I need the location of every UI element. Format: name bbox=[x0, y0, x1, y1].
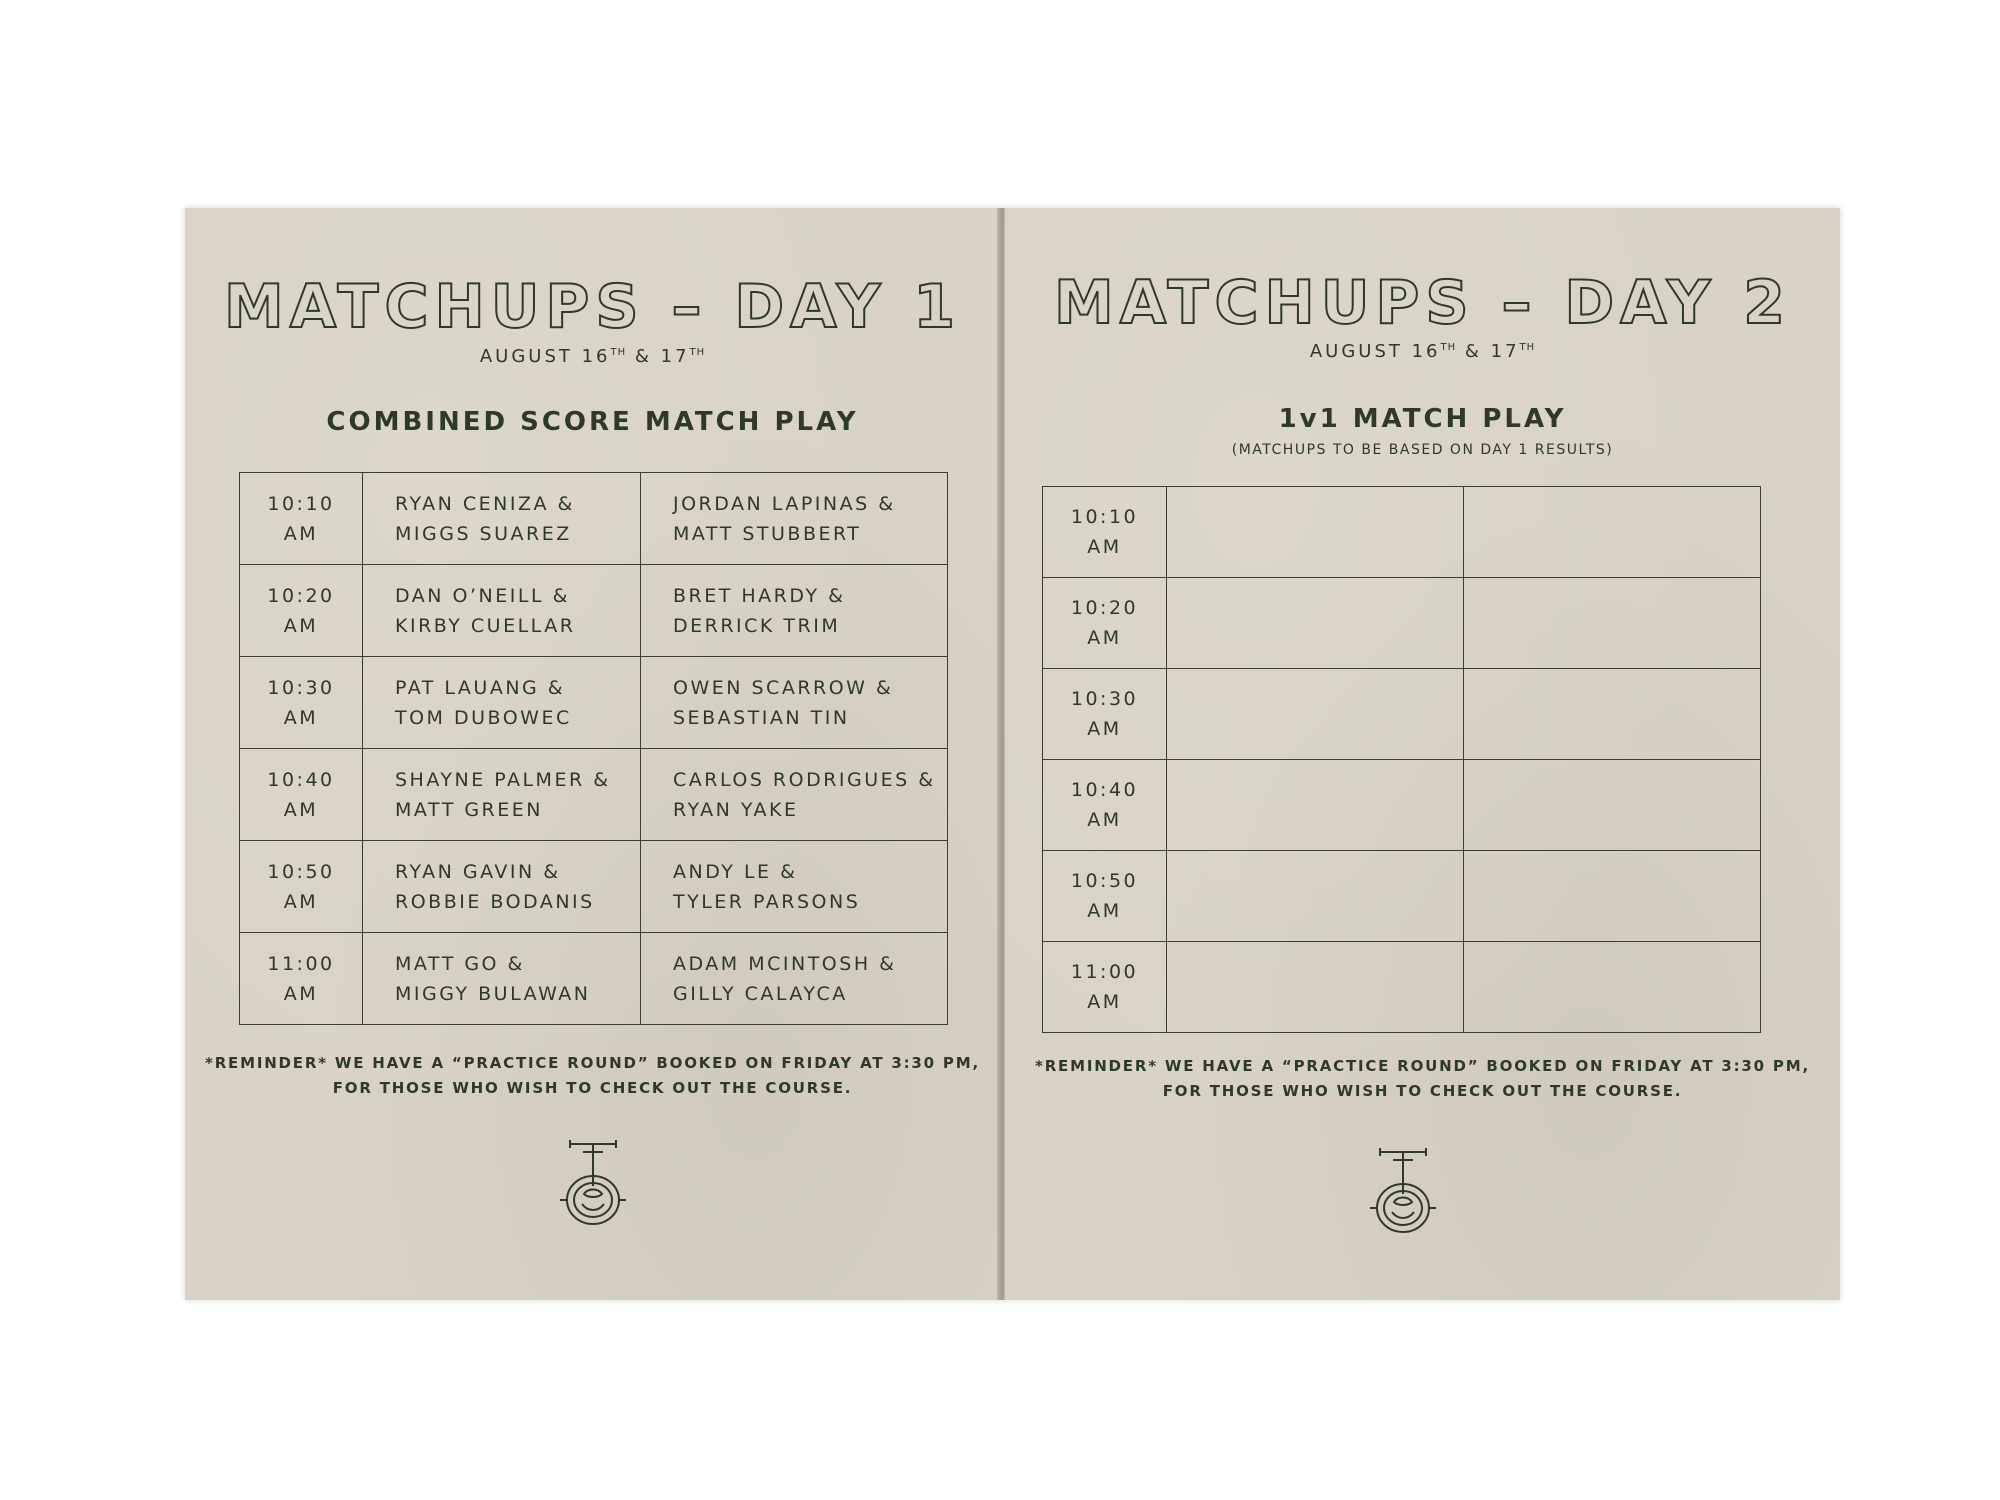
cell-line: 10:10 bbox=[1070, 506, 1139, 528]
cell-line: 10:50 bbox=[267, 860, 335, 883]
team-a bbox=[363, 933, 641, 1025]
tee-time bbox=[1043, 669, 1167, 760]
tee-time bbox=[240, 473, 363, 565]
cell-line: 10:10 bbox=[267, 492, 335, 515]
cell-line: 10:20 bbox=[1070, 597, 1139, 619]
date-part: & 17 bbox=[1456, 341, 1520, 362]
empty-slot bbox=[1167, 851, 1464, 942]
left-page bbox=[185, 208, 1000, 1300]
cell-line: 10:30 bbox=[1070, 688, 1139, 710]
team-a bbox=[363, 841, 641, 933]
team-a bbox=[363, 749, 641, 841]
table-row bbox=[1043, 578, 1761, 669]
empty-slot bbox=[1167, 487, 1464, 578]
tee-time bbox=[240, 749, 363, 841]
cell-line: JORDAN LAPINAS & bbox=[673, 492, 896, 515]
cell-line: 11:00 bbox=[267, 952, 335, 975]
empty-slot bbox=[1464, 942, 1761, 1033]
team-b bbox=[641, 933, 948, 1025]
cell-line: AM bbox=[283, 890, 319, 913]
tee-time bbox=[240, 933, 363, 1025]
cell-line: MIGGS SUAREZ bbox=[395, 522, 572, 545]
empty-slot bbox=[1464, 487, 1761, 578]
tee-time bbox=[240, 657, 363, 749]
cell-line: TYLER PARSONS bbox=[673, 890, 861, 913]
table-row bbox=[240, 933, 948, 1025]
cell-line: AM bbox=[1087, 991, 1122, 1013]
cell-line: AM bbox=[1087, 536, 1122, 558]
team-b bbox=[641, 565, 948, 657]
table-row bbox=[240, 841, 948, 933]
cell-line: AM bbox=[283, 614, 319, 637]
team-b bbox=[641, 841, 948, 933]
team-b bbox=[641, 657, 948, 749]
tee-time bbox=[1043, 851, 1167, 942]
cell-line: OWEN SCARROW & bbox=[673, 676, 894, 699]
page-title: MATCHUPS – DAY 1 bbox=[224, 272, 961, 342]
tee-time bbox=[1043, 942, 1167, 1033]
cell-line: AM bbox=[1087, 718, 1122, 740]
empty-slot bbox=[1167, 578, 1464, 669]
team-b bbox=[641, 749, 948, 841]
team-a bbox=[363, 657, 641, 749]
right-page bbox=[1005, 208, 1840, 1300]
cell-line: AM bbox=[283, 982, 319, 1005]
monogram-crest-icon bbox=[1368, 1146, 1438, 1238]
reminder-note bbox=[1005, 1054, 1840, 1104]
team-b bbox=[641, 473, 948, 565]
empty-slot bbox=[1464, 851, 1761, 942]
cell-line: ANDY LE & bbox=[673, 860, 798, 883]
empty-slot bbox=[1464, 760, 1761, 851]
empty-slot bbox=[1464, 669, 1761, 760]
table-row bbox=[1043, 942, 1761, 1033]
cell-line: SHAYNE PALMER & bbox=[395, 768, 611, 791]
table-row bbox=[240, 657, 948, 749]
date-part: AUGUST 16 bbox=[479, 346, 611, 367]
cell-line: MATT STUBBERT bbox=[673, 522, 862, 545]
cell-line: AM bbox=[283, 706, 319, 729]
team-a bbox=[363, 473, 641, 565]
reminder-note bbox=[185, 1051, 1000, 1101]
tee-time bbox=[240, 841, 363, 933]
cell-line: TOM DUBOWEC bbox=[395, 706, 572, 729]
reminder-line: FOR THOSE WHO WISH TO CHECK OUT THE COURSE. bbox=[332, 1079, 853, 1097]
matchups-table bbox=[1042, 486, 1761, 1033]
section-heading: 1v1 MATCH PLAY bbox=[1278, 404, 1567, 434]
cell-line: DERRICK TRIM bbox=[673, 614, 841, 637]
cell-line: ADAM MCINTOSH & bbox=[673, 952, 897, 975]
table-row bbox=[240, 565, 948, 657]
cell-line: MATT GO & bbox=[395, 952, 525, 975]
reminder-line: *REMINDER* WE HAVE A “PRACTICE ROUND” BOOKED ON FRIDAY AT 3:30 PM, bbox=[205, 1054, 980, 1072]
table-row bbox=[240, 473, 948, 565]
cell-line: KIRBY CUELLAR bbox=[395, 614, 576, 637]
tee-time bbox=[240, 565, 363, 657]
cell-line: 10:40 bbox=[267, 768, 335, 791]
cell-line: 10:50 bbox=[1070, 870, 1139, 892]
empty-slot bbox=[1167, 669, 1464, 760]
table-row bbox=[1043, 487, 1761, 578]
cell-line: CARLOS RODRIGUES & bbox=[673, 768, 936, 791]
monogram-crest-icon bbox=[558, 1138, 628, 1230]
table-row bbox=[1043, 851, 1761, 942]
empty-slot bbox=[1167, 942, 1464, 1033]
cell-line: AM bbox=[283, 798, 319, 821]
table-row bbox=[1043, 669, 1761, 760]
tee-time bbox=[1043, 760, 1167, 851]
event-date bbox=[1005, 341, 1840, 362]
empty-slot bbox=[1464, 578, 1761, 669]
tee-time bbox=[1043, 578, 1167, 669]
cell-line: 10:30 bbox=[267, 676, 335, 699]
page-title: MATCHUPS – DAY 2 bbox=[1054, 268, 1791, 338]
cell-line: BRET HARDY & bbox=[673, 584, 846, 607]
cell-line: SEBASTIAN TIN bbox=[673, 706, 850, 729]
date-suffix: TH bbox=[689, 347, 706, 358]
cell-line: RYAN YAKE bbox=[673, 798, 799, 821]
table-row bbox=[1043, 760, 1761, 851]
matchups-table bbox=[239, 472, 948, 1025]
tee-time bbox=[1043, 487, 1167, 578]
cell-line: 11:00 bbox=[1070, 961, 1139, 983]
cell-line: 10:20 bbox=[267, 584, 335, 607]
cell-line: RYAN CENIZA & bbox=[395, 492, 575, 515]
cell-line: AM bbox=[1087, 627, 1122, 649]
date-part: & 17 bbox=[626, 346, 690, 367]
cell-line: MIGGY BULAWAN bbox=[395, 982, 591, 1005]
empty-slot bbox=[1167, 760, 1464, 851]
reminder-line: *REMINDER* WE HAVE A “PRACTICE ROUND” BOOKED ON FRIDAY AT 3:30 PM, bbox=[1035, 1057, 1810, 1075]
event-date bbox=[185, 346, 1000, 367]
date-suffix: TH bbox=[1519, 342, 1536, 353]
date-suffix: TH bbox=[1440, 342, 1457, 353]
cell-line: 10:40 bbox=[1070, 779, 1139, 801]
date-part: AUGUST 16 bbox=[1309, 341, 1441, 362]
section-subnote: (MATCHUPS TO BE BASED ON DAY 1 RESULTS) bbox=[1231, 442, 1614, 458]
cell-line: RYAN GAVIN & bbox=[395, 860, 561, 883]
cell-line: GILLY CALAYCA bbox=[673, 982, 848, 1005]
team-a bbox=[363, 565, 641, 657]
date-suffix: TH bbox=[610, 347, 627, 358]
cell-line: AM bbox=[1087, 809, 1122, 831]
booklet-spread bbox=[185, 208, 1840, 1300]
reminder-line: FOR THOSE WHO WISH TO CHECK OUT THE COURSE. bbox=[1162, 1082, 1683, 1100]
table-row bbox=[240, 749, 948, 841]
cell-line: ROBBIE BODANIS bbox=[395, 890, 595, 913]
cell-line: DAN O’NEILL & bbox=[395, 584, 570, 607]
cell-line: AM bbox=[283, 522, 319, 545]
section-heading: COMBINED SCORE MATCH PLAY bbox=[326, 407, 859, 437]
cell-line: AM bbox=[1087, 900, 1122, 922]
cell-line: PAT LAUANG & bbox=[395, 676, 566, 699]
cell-line: MATT GREEN bbox=[395, 798, 543, 821]
